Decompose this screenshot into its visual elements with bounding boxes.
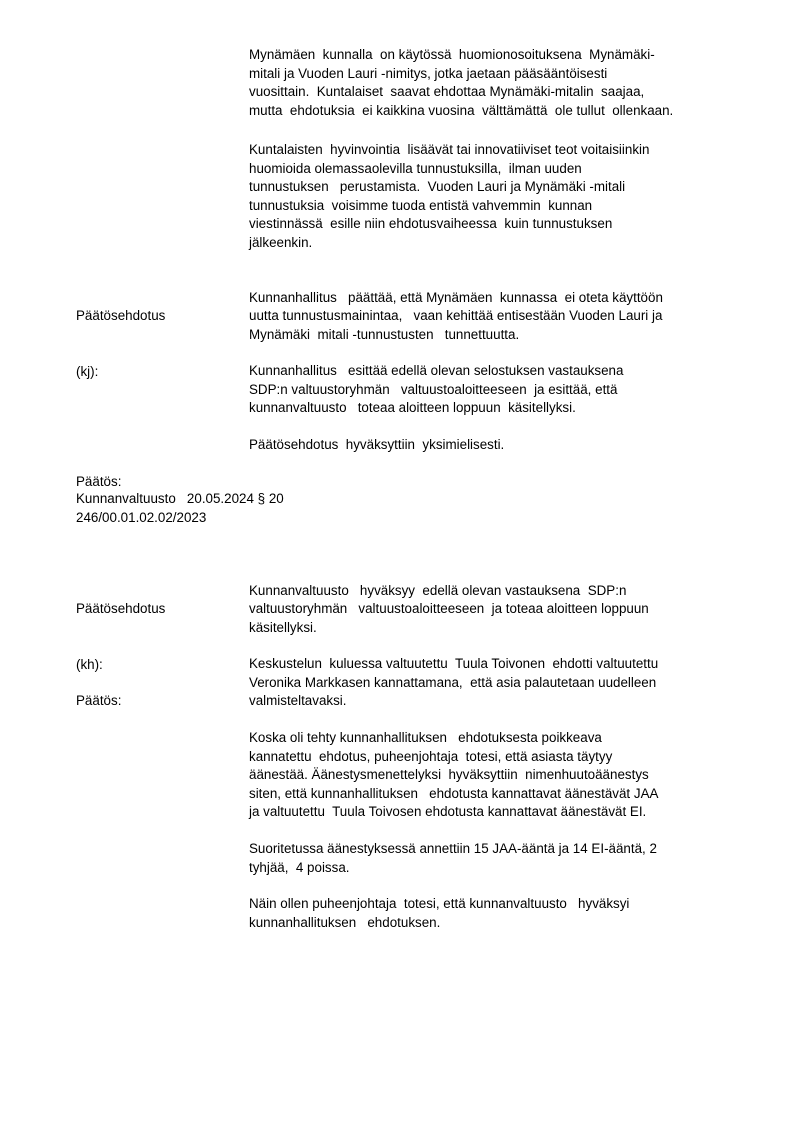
proposal-kj-label bbox=[76, 270, 165, 418]
text-line: mutta ehdotuksia ei kaikkina vuosina välttämättä ole tullut ollenkaan. bbox=[249, 102, 674, 118]
text-line: Kunnanvaltuusto hyväksyy edellä olevan vastauksena SDP:n bbox=[249, 582, 627, 598]
text-line: SDP:n valtuustoryhmän valtuustoaloitteeseen ja esittää, että bbox=[249, 381, 618, 397]
decision-2-paragraph-4 bbox=[249, 895, 749, 932]
decision-2-paragraph-2 bbox=[249, 729, 749, 822]
text-line: Mynämäen kunnalla on käytössä huomionosoituksena Mynämäki- bbox=[249, 47, 655, 62]
text-line: huomioida olemassaolevilla tunnustuksilla, ilman uuden bbox=[249, 160, 582, 176]
label-line: (kh): bbox=[76, 656, 103, 672]
meeting-title: Kunnanvaltuusto 20.05.2024 § 20 bbox=[76, 491, 284, 506]
text-line: valmisteltavaksi. bbox=[249, 693, 347, 708]
text-line: tunnustuksia voisimme tuoda entistä vahvemmin kunnan bbox=[249, 197, 593, 213]
text-line: Näin ollen puheenjohtaja totesi, että kunnanvaltuusto hyväksyi bbox=[249, 896, 630, 911]
text-line: Suoritetussa äänestyksessä annettiin 15 JAA-ääntä ja 14 EI-ääntä, 2 bbox=[249, 841, 657, 856]
text-line: viestinnässä esille niin ehdotusvaiheessa kuin tunnustuksen bbox=[249, 216, 613, 231]
proposal-kj-paragraph-2 bbox=[249, 362, 749, 418]
text-line: Keskustelun kuluessa valtuutettu Tuula Toivonen ehdotti valtuutettu bbox=[249, 656, 659, 671]
text-line: käsitellyksi. bbox=[249, 619, 317, 635]
text-line: Koska oli tehty kunnanhallituksen ehdotuksesta poikkeava bbox=[249, 730, 602, 745]
text-line: Kunnanhallitus esittää edellä olevan selostuksen vastauksena bbox=[249, 363, 624, 378]
meeting-header bbox=[76, 490, 284, 527]
label-line: Päätös: bbox=[76, 474, 122, 489]
text-line: mitali ja Vuoden Lauri -nimitys, jotka jaetaan pääsääntöisesti bbox=[249, 65, 608, 81]
proposal-kj-paragraph-1 bbox=[249, 289, 749, 345]
decision-1-text bbox=[249, 436, 749, 455]
label-line: Päätösehdotus bbox=[76, 601, 166, 616]
intro-paragraph-1 bbox=[249, 46, 749, 120]
decision-2-paragraph-3 bbox=[249, 840, 749, 877]
text-line: Kuntalaisten hyvinvointia lisäävät tai innovatiiviset teot voitaisiinkin bbox=[249, 142, 650, 157]
text-line: Päätösehdotus hyväksyttiin yksimielisesti. bbox=[249, 437, 505, 452]
text-line: jälkeenkin. bbox=[249, 234, 313, 250]
decision-2-label bbox=[76, 655, 121, 748]
decision-2-paragraph-1 bbox=[249, 655, 749, 711]
text-line: Mynämäki mitali -tunnustusten tunnettuutta. bbox=[249, 326, 520, 342]
text-line: valtuustoryhmän valtuustoaloitteeseen ja toteaa aloitteen loppuun bbox=[249, 601, 649, 616]
text-line: kunnanvaltuusto toteaa aloitteen loppuun käsitellyksi. bbox=[249, 400, 576, 415]
text-line: vuosittain. Kuntalaiset saavat ehdottaa Mynämäki-mitalin saajaa, bbox=[249, 84, 645, 99]
text-line: kunnanhallituksen ehdotuksen. bbox=[249, 914, 441, 930]
text-line: ja valtuutettu Tuula Toivosen ehdotusta kannattavat äänestävät EI. bbox=[249, 804, 647, 819]
label-line: (kj): bbox=[76, 363, 99, 379]
text-line: uutta tunnustusmainintaa, vaan kehittää entisestään Vuoden Lauri ja bbox=[249, 308, 663, 323]
text-line: tyhjää, 4 poissa. bbox=[249, 859, 350, 875]
text-line: kannatettu ehdotus, puheenjohtaja totesi, että asiasta täytyy bbox=[249, 748, 613, 764]
text-line: äänestää. Äänestysmenettelyksi hyväksyttiin nimenhuutoäänestys bbox=[249, 767, 649, 782]
proposal-kh-text bbox=[249, 582, 749, 638]
case-number: 246/00.01.02.02/2023 bbox=[76, 509, 207, 525]
label-line: Päätös: bbox=[76, 693, 122, 708]
text-line: Veronika Markkasen kannattamana, että asia palautetaan uudelleen bbox=[249, 674, 657, 690]
text-line: siten, että kunnanhallituksen ehdotusta kannattavat äänestävät JAA bbox=[249, 785, 659, 801]
label-line: Päätösehdotus bbox=[76, 308, 166, 323]
text-line: Kunnanhallitus päättää, että Mynämäen kunnassa ei oteta käyttöön bbox=[249, 289, 663, 305]
intro-paragraph-2 bbox=[249, 141, 749, 252]
text-line: tunnustuksen perustamista. Vuoden Lauri ja Mynämäki -mitali bbox=[249, 179, 626, 194]
